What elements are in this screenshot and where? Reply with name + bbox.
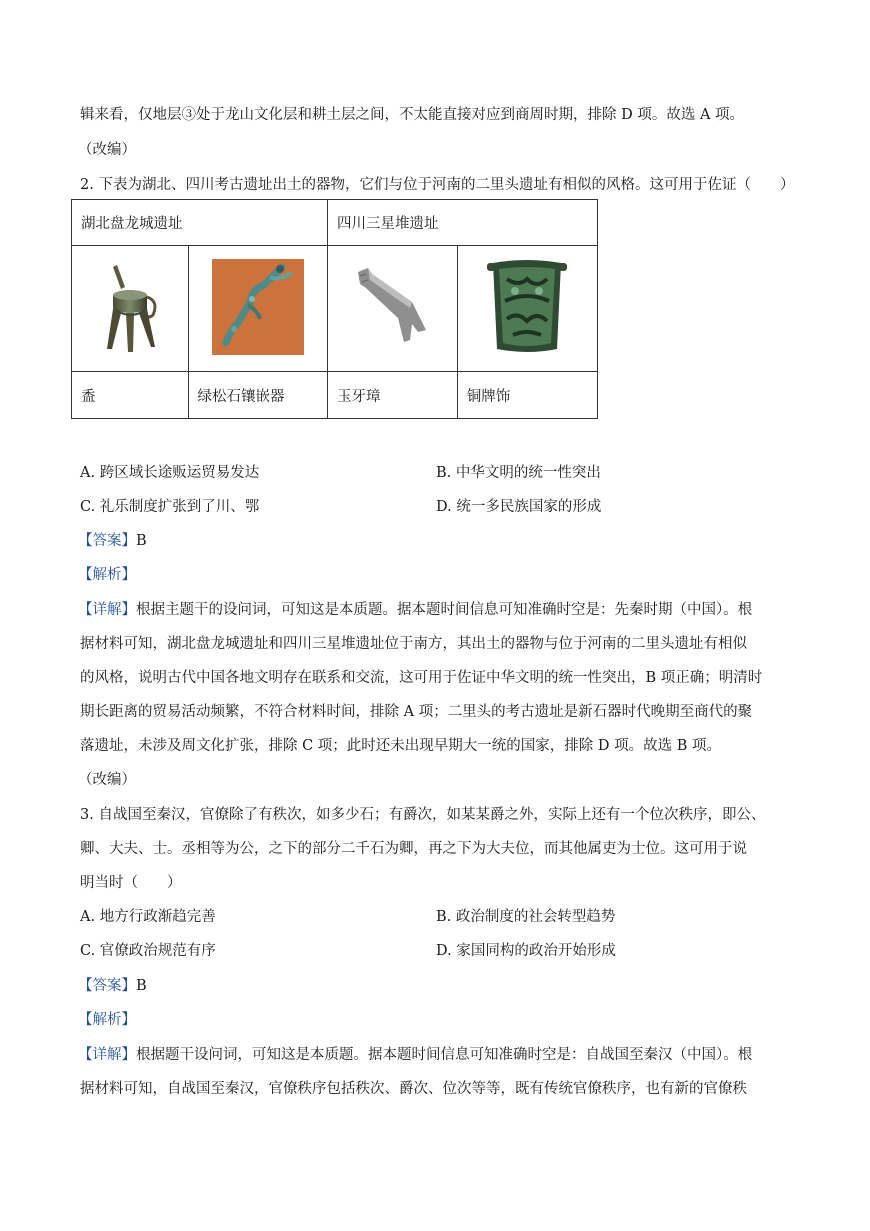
continuation-text: 辑来看，仅地层③处于龙山文化层和耕土层之间，不太能直接对应到商周时期，排除 D 项。故选 A 项。 xyxy=(80,107,745,123)
detail-text: 根据主题干的设问词，可知这是本质题。据本题时间信息可知准确时空是：先秦时期（中国）。根 xyxy=(136,602,753,618)
source-note: （改编） xyxy=(78,142,136,158)
artifact-table xyxy=(71,199,598,419)
detail-text: 根据题干设问词，可知这是本质题。据本题时间信息可知准确时空是：自战国至秦汉（中国）。根 xyxy=(136,1047,753,1063)
q3-option-d: D. 家国同构的政治开始形成 xyxy=(436,943,616,959)
jade-blade-icon xyxy=(352,262,432,352)
q3-stem-line-3: 明当时（ ） xyxy=(80,875,182,891)
q2-detail-line-1 xyxy=(78,600,791,620)
q3-stem-line-1: 3. 自战国至秦汉，官僚除了有秩次，如多少石；有爵次，如某某爵之外，实际上还有一个位次秩序，即公、 xyxy=(80,807,766,823)
analysis-tag: 【解析】 xyxy=(78,1012,136,1028)
bronze-he-vessel-icon xyxy=(95,257,165,357)
q3-stem-line-2: 卿、大夫、士。丞相等为公，之下的部分二千石为卿，再之下为大夫位，而其他属吏为士位。这可用于说 xyxy=(80,841,747,857)
detail-tag: 【详解】 xyxy=(78,602,136,618)
table-header-hubei: 湖北盘龙城遗址 xyxy=(72,200,328,246)
q3-analysis-tag xyxy=(78,1010,136,1030)
q2-option-a: A. 跨区域长途贩运贸易发达 xyxy=(80,465,260,481)
q2-detail-line-4: 期长距离的贸易活动频繁，不符合材料时间，排除 A 项；二里头的考古遗址是新石器时代晚期至商代的聚 xyxy=(80,704,753,720)
q3-answer xyxy=(78,976,147,996)
q2-detail-line-5: 落遗址，未涉及周文化扩张，排除 C 项；此时还未出现早期大一统的国家，排除 D 项。故选 B 项。 xyxy=(80,738,722,754)
q3-option-b: B. 政治制度的社会转型趋势 xyxy=(436,909,616,925)
answer-value: B xyxy=(136,533,147,549)
answer-value: B xyxy=(136,978,147,994)
q2-option-d: D. 统一多民族国家的形成 xyxy=(436,499,602,515)
item-name-yazhang: 玉牙璋 xyxy=(328,372,458,419)
analysis-tag: 【解析】 xyxy=(78,567,136,583)
turquoise-inlay-icon xyxy=(212,259,304,355)
jade-yazhang-image xyxy=(328,246,458,372)
item-name-he: 盉 xyxy=(72,372,189,419)
item-name-turquoise: 绿松石镶嵌器 xyxy=(188,372,327,419)
q2-detail-line-3: 的风格，说明古代中国各地文明存在联系和交流，这可用于佐证中华文明的统一性突出，B 项正确；明清时 xyxy=(80,670,763,686)
question-2-stem: 2. 下表为湖北、四川考古遗址出土的器物，它们与位于河南的二里头遗址有相似的风格。这可用于佐证（ ） xyxy=(80,177,795,193)
detail-tag: 【详解】 xyxy=(78,1047,136,1063)
bronze-plaque-icon xyxy=(485,257,569,357)
q2-option-c: C. 礼乐制度扩张到了川、鄂 xyxy=(80,499,260,515)
table-header-sichuan: 四川三星堆遗址 xyxy=(328,200,598,246)
q2-source-note: （改编） xyxy=(78,772,136,788)
he-vessel-image xyxy=(72,246,189,372)
item-name-plaque: 铜牌饰 xyxy=(457,372,597,419)
answer-tag: 【答案】 xyxy=(78,978,136,994)
q2-detail-line-2: 据材料可知，湖北盘龙城遗址和四川三星堆遗址位于南方，其出土的器物与位于河南的二里头遗址有相似 xyxy=(80,636,747,652)
q2-option-b: B. 中华文明的统一性突出 xyxy=(436,465,601,481)
q2-analysis-tag xyxy=(78,565,136,585)
turquoise-inlay-image xyxy=(188,246,327,372)
q3-detail-line-1 xyxy=(78,1045,791,1065)
q2-answer xyxy=(78,531,147,551)
q3-option-c: C. 官僚政治规范有序 xyxy=(80,943,216,959)
q3-option-a: A. 地方行政渐趋完善 xyxy=(80,909,216,925)
answer-tag: 【答案】 xyxy=(78,533,136,549)
bronze-plaque-image xyxy=(457,246,597,372)
q3-detail-line-2: 据材料可知，自战国至秦汉，官僚秩序包括秩次、爵次、位次等等，既有传统官僚秩序，也有新的官僚秩 xyxy=(80,1081,747,1097)
